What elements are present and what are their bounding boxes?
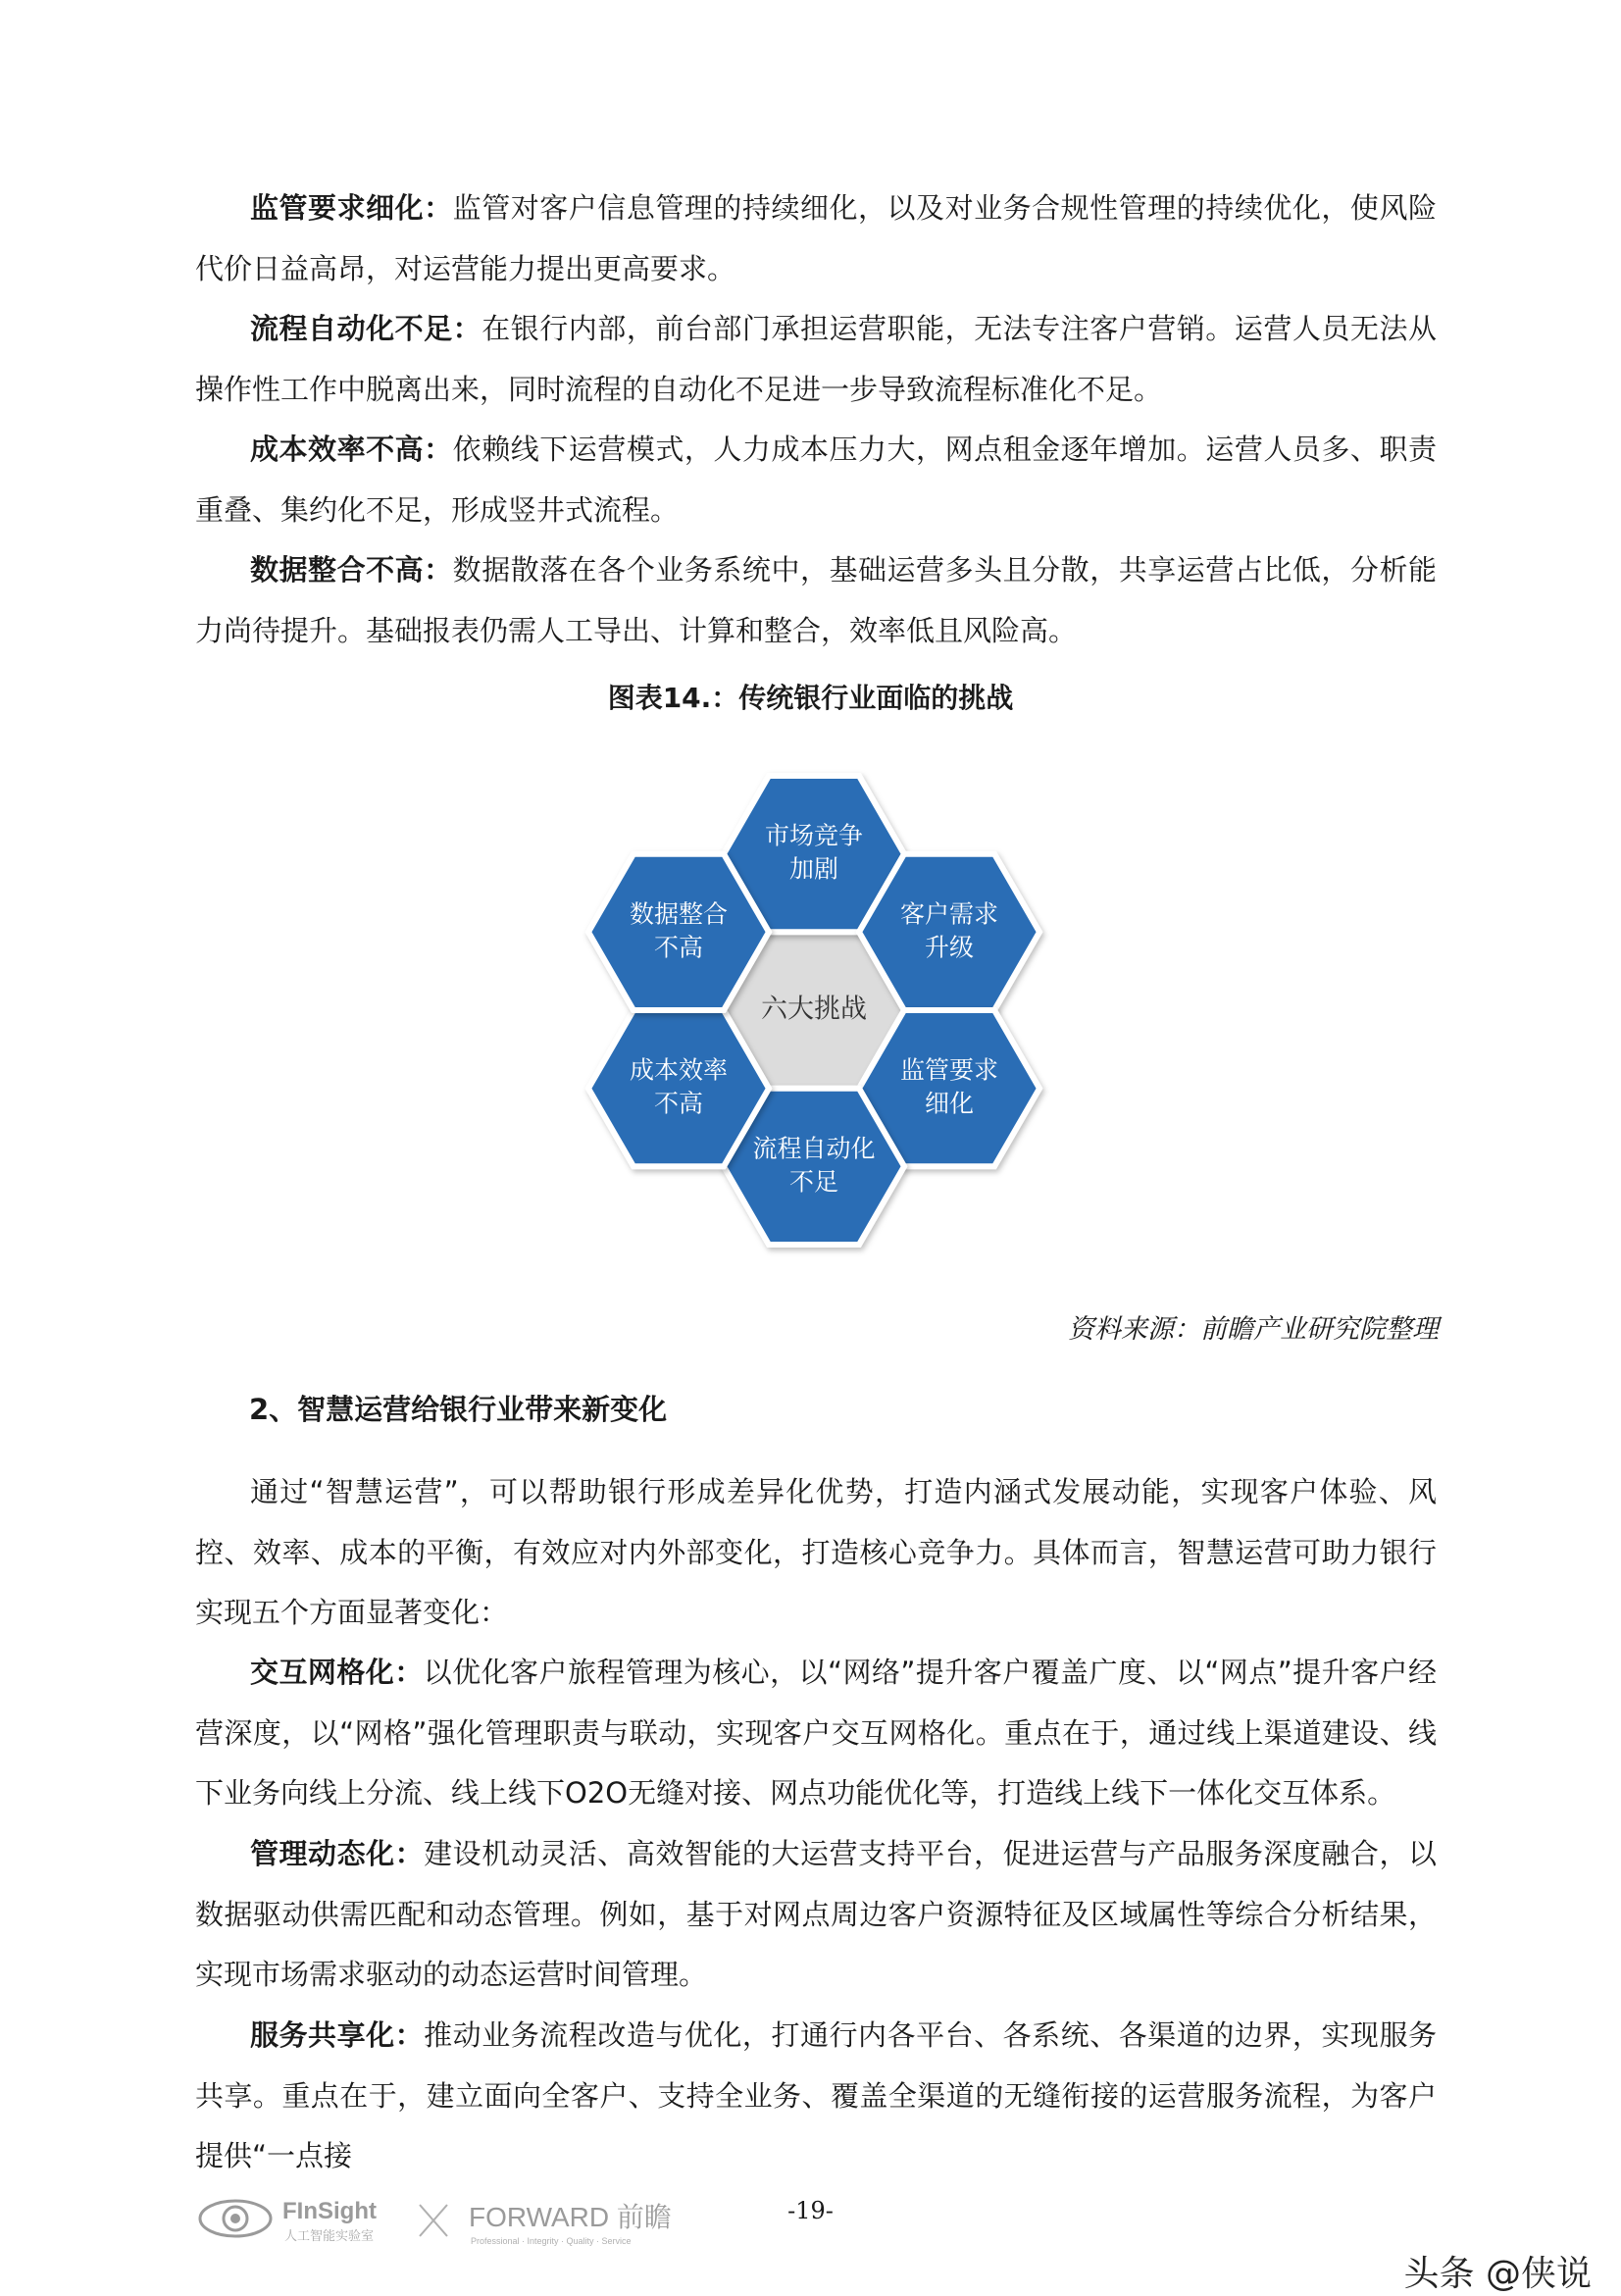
paragraph-management (195, 1824, 1437, 2006)
hex-data-label-1: 数据整合 (629, 899, 729, 929)
paragraph-text: 在银行内部，前台部门承担运营职能，无法专注客户营销。运营人员无法从操作性工作中脱离出来，同时流程的自动化不足进一步导致流程标准化不足。 (195, 312, 1437, 406)
page-number: -19- (787, 2197, 834, 2224)
challenges-hex-diagrammar (569, 755, 1059, 1265)
brand-forward: FORWARD 前瞻 (469, 2202, 672, 2232)
brand-forward-sub: Professional · Integrity · Quality · Service (471, 2236, 632, 2246)
brand-finsight: FInSight (282, 2198, 377, 2224)
hex-customer-label-2: 升级 (924, 933, 975, 962)
paragraph-text: 推动业务流程改造与优化，打通行内各平台、各系统、各渠道的边界，实现服务共享。重点在于，建立面向全客户、支持全业务、覆盖全渠道的无缝衔接的运营服务流程，为客户提供“一点接 (195, 2018, 1437, 2172)
paragraph-text: 监管对客户信息管理的持续细化，以及对业务合规性管理的持续优化，使风险代价日益高昂，对运营能力提出更高要求。 (195, 191, 1437, 285)
paragraph-text: 依赖线下运营模式，人力成本压力大，网点租金逐年增加。运营人员多、职责重叠、集约化不足，形成竖井式流程。 (195, 433, 1437, 527)
hex-regulation-label-2: 细化 (924, 1089, 975, 1118)
paragraph-lead: 数据整合不高： (250, 553, 453, 587)
hex-market-label-2: 加剧 (788, 854, 839, 884)
section-heading: 2、智慧运营给银行业带来新变化 (249, 1393, 668, 1426)
paragraph-interaction (195, 1643, 1437, 1824)
figure-source: 资料来源：前瞻产业研究院整理 (1068, 1314, 1439, 1345)
hex-center-label: 六大挑战 (761, 994, 867, 1025)
hex-cost-label-1: 成本效率 (629, 1055, 729, 1085)
hex-customer-label-1: 客户需求 (899, 899, 999, 929)
hex-market-label-1: 市场竞争 (764, 821, 864, 850)
hex-data-label-2: 不高 (653, 933, 704, 962)
paragraph-lead: 管理动态化： (250, 1837, 425, 1870)
paragraph-lead: 监管要求细化： (250, 191, 453, 225)
hex-cost-label-2: 不高 (653, 1089, 704, 1118)
paragraph-lead: 服务共享化： (250, 2018, 425, 2052)
paragraph-text: 以优化客户旅程管理为核心，以“网络”提升客户覆盖广度、以“网点”提升客户经营深度，以“网格”强化管理职责与联动，实现客户交互网格化。重点在于，通过线上渠道建设、线下业务向线上分流、线上线下O2O无缝对接、网点功能优化等，打造线上线下一体化交互体系。 (195, 1656, 1437, 1810)
watermark: 头条 @侠说 (1403, 2254, 1592, 2294)
paragraph-cost (195, 420, 1437, 540)
brand-finsight-sub: 人工智能实验室 (284, 2229, 375, 2244)
hex-automation-label-1: 流程自动化 (752, 1134, 876, 1163)
hex-automation-label-2: 不足 (788, 1167, 839, 1197)
paragraph-intro: 通过“智慧运营”，可以帮助银行形成差异化优势，打造内涵式发展动能，实现客户体验、风控、效率、成本的平衡，有效应对内外部变化，打造核心竞争力。具体而言，智慧运营可助力银行实现五个方面显著变化： (195, 1475, 1437, 1629)
paragraph-service (195, 2006, 1437, 2187)
paragraph-lead: 成本效率不高： (250, 433, 453, 466)
paragraph-data (195, 540, 1437, 661)
paragraph-text: 建设机动灵活、高效智能的大运营支持平台，促进运营与产品服务深度融合，以数据驱动供需匹配和动态管理。例如，基于对网点周边客户资源特征及区域属性等综合分析结果，实现市场需求驱动的动态运营时间管理。 (195, 1837, 1437, 1991)
hex-regulation-label-1: 监管要求 (899, 1055, 999, 1085)
paragraph-regulation (195, 179, 1437, 299)
paragraph-automation (195, 299, 1437, 420)
figure-title: 图表14.：传统银行业面临的挑战 (607, 682, 1014, 714)
paragraph-lead: 流程自动化不足： (250, 312, 482, 345)
paragraph-lead: 交互网格化： (250, 1656, 424, 1689)
paragraph-text: 数据散落在各个业务系统中，基础运营多头且分散，共享运营占比低，分析能力尚待提升。基础报表仍需人工导出、计算和整合，效率低且风险高。 (195, 553, 1437, 647)
